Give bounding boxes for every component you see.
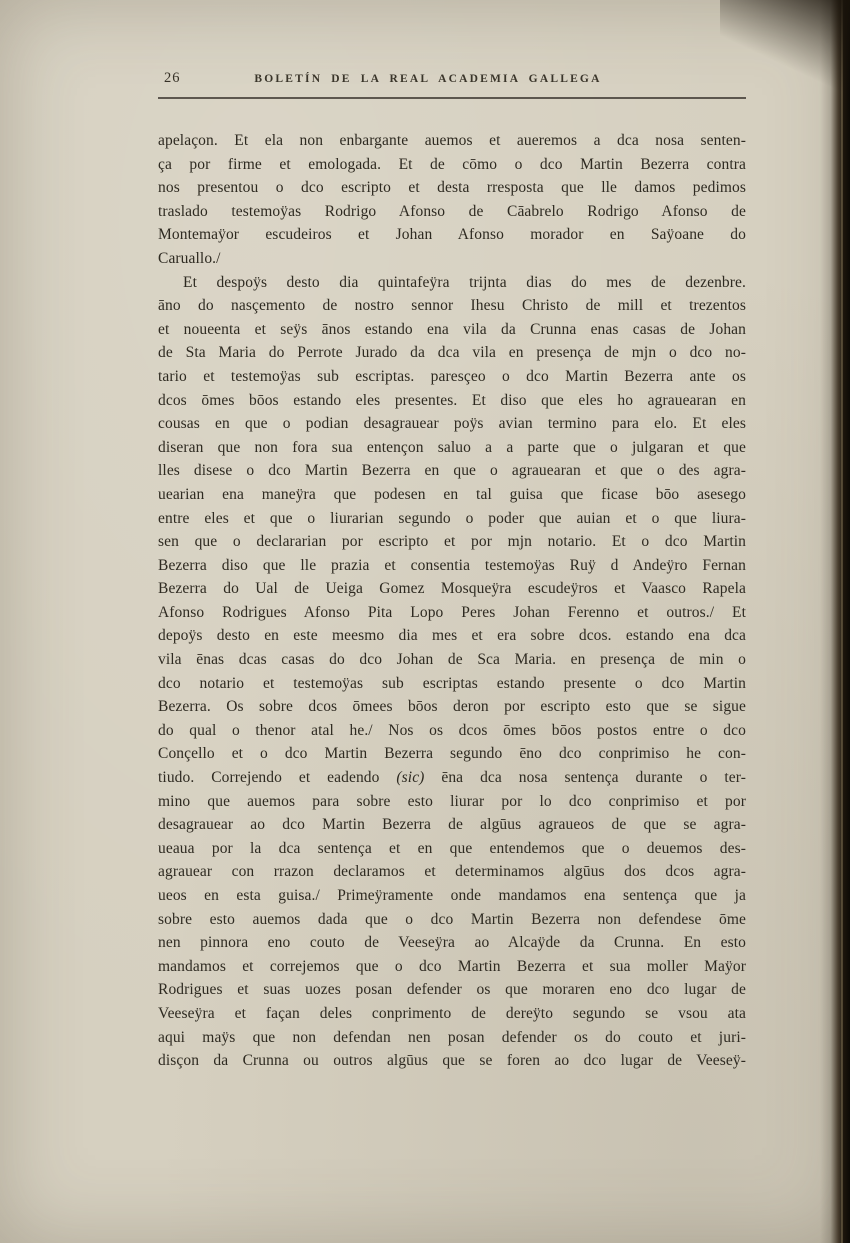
text-line: nen pinnora eno couto de Veeseÿra ao Alcaÿde da Crunna. En esto: [158, 934, 746, 952]
text-line: Caruallo./: [158, 249, 221, 267]
page-number: 26: [164, 70, 181, 86]
header-rule: [158, 97, 746, 99]
text-line: Veeseÿra et façan deles conprimento de dereÿto segundo se vsou ata: [158, 1004, 746, 1022]
page-content: [158, 70, 746, 1073]
text-line: uearian ena maneÿra que podesen en tal guisa que ficase bōo asesego: [158, 485, 746, 503]
text-line: diseran que non fora sua entençon saluo a a parte que o julgaran et que: [158, 438, 746, 456]
text-line: entre eles et que o liurarian segundo o poder que auian et o que liura-: [158, 509, 746, 527]
journal-title: BOLETÍN DE LA REAL ACADEMIA GALLEGA: [254, 73, 602, 85]
text-line: Bezerra do Ual de Ueiga Gomez Mosqueÿra escudeÿros et Vaasco Rapela: [158, 580, 746, 598]
text-line: Bezerra diso que lle prazia et consentia testemoÿas Ruÿ d Andeÿro Fernan: [158, 556, 746, 574]
book-fore-edge-shadow: [820, 0, 850, 1243]
text-line: aqui maÿs que non defendan nen posan defender os do couto et juri-: [158, 1028, 746, 1046]
text-line: de Sta Maria do Perrote Jurado da dca vila en presença de mjn o dco no-: [158, 344, 746, 362]
text-line: tiudo. Correjendo et eadendo (sic) ēna dca nosa sentença durante o ter-: [158, 769, 746, 787]
running-header: [158, 70, 746, 88]
text-line: Rodrigues et suas uozes posan defender os que moraren eno dco lugar de: [158, 981, 746, 999]
text-line: Conçello et o dco Martin Bezerra segundo ēno dco conprimiso he con-: [158, 745, 746, 763]
page-edge-highlight: [841, 0, 843, 1243]
text-line: traslado testemoÿas Rodrigo Afonso de Cāabrelo Rodrigo Afonso de: [158, 202, 746, 220]
text-line: Bezerra. Os sobre dcos ōmees bōos deron por escripto esto que se sigue: [158, 698, 746, 716]
text-line: āno do nasçemento de nostro sennor Ihesu Christo de mill et trezentos: [158, 297, 746, 315]
text-line: lles disese o dco Martin Bezerra en que o agrauearan et que o des agra-: [158, 462, 746, 480]
text-line: Afonso Rodrigues Afonso Pita Lopo Peres Johan Ferenno et outros./ Et: [158, 603, 746, 621]
text-line: disçon da Crunna ou outros algūus que se foren ao dco lugar de Veeseÿ-: [158, 1052, 746, 1070]
text-line: do qual o thenor atal he./ Nos os dcos ōmes bōos postos entre o dco: [158, 721, 746, 739]
text-line: nos presentou o dco escripto et desta rresposta que lle damos pedimos: [158, 179, 746, 197]
text-line: vila ēnas dcas casas do dco Johan de Sca Maria. en presença de min o: [158, 651, 746, 669]
text-line: ça por firme et emologada. Et de cōmo o dco Martin Bezerra contra: [158, 155, 746, 173]
text-line: dcos ōmes bōos estando eles presentes. Et diso que eles ho agrauearan en: [158, 391, 746, 409]
text-line: tario et testemoÿas sub escriptas. paresçeo o dco Martin Bezerra ante os: [158, 367, 746, 385]
text-line: apelaçon. Et ela non enbargante auemos et aueremos a dca nosa senten-: [158, 132, 746, 149]
text-line: desagrauear ao dco Martin Bezerra de algūus agraueos de que se agra-: [158, 816, 746, 834]
text-line: mino que auemos para sobre esto liurar por lo dco conprimiso et por: [158, 792, 746, 810]
text-line: sen que o declararian por escripto et por mjn notario. Et o dco Martin: [158, 533, 746, 551]
text-line: cousas en que o podian desagrauear poÿs avian termino para elo. Et eles: [158, 415, 746, 433]
text-line: Et despoÿs desto dia quintafeÿra trijnta dias do mes de dezenbre.: [183, 273, 746, 291]
text-line: mandamos et correjemos que o dco Martin Bezerra et sua moller Maÿor: [158, 957, 746, 975]
text-line: depoÿs desto en este meesmo dia mes et era sobre dcos. estando ena dca: [158, 627, 746, 645]
text-line: sobre esto auemos dada que o dco Martin Bezerra non defendese ōme: [158, 910, 746, 928]
body-text: [158, 129, 746, 1073]
text-line: agrauear con rrazon declaramos et determinamos algūus dos dcos agra-: [158, 863, 746, 881]
text-line: dco notario et testemoÿas sub escriptas estando presente o dco Martin: [158, 674, 746, 692]
text-line: ueaua por la dca sentença et en que entendemos que o deuemos des-: [158, 839, 746, 857]
text-line: ueos en esta guisa./ Primeÿramente onde mandamos ena sentença que ja: [158, 887, 746, 904]
text-line: et noueenta et seÿs ānos estando ena vila da Crunna enas casas de Johan: [158, 320, 746, 338]
text-line: Montemaÿor escudeiros et Johan Afonso morador en Saÿoane do: [158, 226, 746, 244]
top-right-corner-shadow: [720, 0, 850, 95]
